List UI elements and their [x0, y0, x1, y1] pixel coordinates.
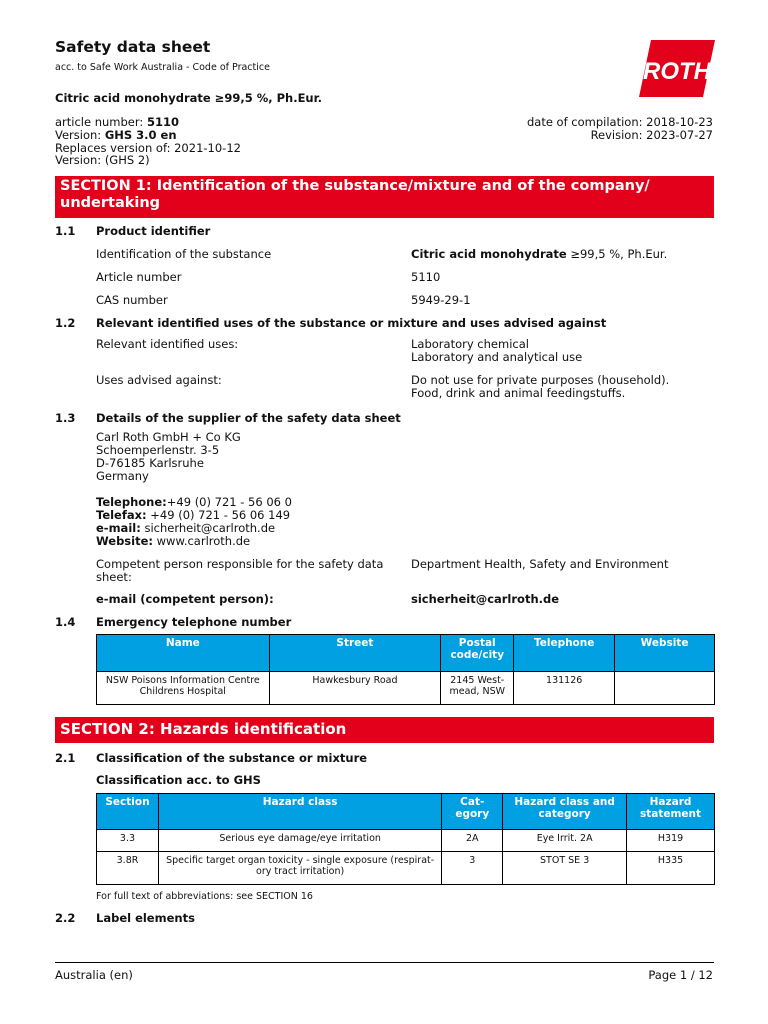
telefax-value: +49 (0) 721 - 56 06 149: [146, 508, 291, 522]
column-header: Telephone: [514, 635, 615, 672]
version-info: [55, 116, 241, 167]
product-name: Citric acid monohydrate ≥99,5 %, Ph.Eur.: [55, 91, 323, 105]
subsection-title: Relevant identified uses of the substance or mixture and uses advised against: [96, 316, 607, 330]
table-cell: Specific target organ toxicity - single exposure (respirat- ory tract irritation): [158, 852, 441, 885]
subsection-number: 1.4: [55, 615, 76, 629]
field-value: Citric acid monohydrate ≥99,5 %, Ph.Eur.: [411, 247, 668, 261]
replaces-line: Replaces version of: 2021-10-12: [55, 140, 241, 155]
logo-text: ROTH: [643, 58, 711, 85]
field-value: Do not use for private purposes (household). Food, drink and animal feedingstuffs.: [411, 373, 670, 400]
compilation-date: date of compilation: 2018-10-23: [526, 115, 713, 129]
field-value: Department Health, Safety and Environment: [411, 557, 669, 571]
subsection-title: Emergency telephone number: [96, 615, 292, 629]
version-line: Version: GHS 3.0 en: [55, 127, 177, 142]
field-label: CAS number: [96, 293, 168, 307]
column-header: Hazard statement: [627, 794, 715, 830]
table-cell: NSW Poisons Information Centre Childrens Hospital: [97, 672, 270, 705]
table-row: [97, 852, 715, 885]
subsection-number: 2.2: [55, 911, 76, 925]
subsection-number: 1.3: [55, 411, 76, 425]
section2-heading: SECTION 2: Hazards identification: [55, 717, 714, 743]
subsection-number: 2.1: [55, 751, 76, 765]
telephone-value: +49 (0) 721 - 56 06 0: [166, 495, 292, 509]
column-header: Website: [615, 635, 715, 672]
table-cell: STOT SE 3: [503, 852, 627, 885]
subsection-title: Details of the supplier of the safety data sheet: [96, 411, 401, 425]
page-number: Page 1 / 12: [648, 968, 713, 982]
column-header: Cat- egory: [442, 794, 503, 830]
field-label: Competent person responsible for the safety data sheet:: [96, 557, 384, 584]
article-number-line: article number: 5110: [55, 115, 179, 129]
column-header: Hazard class and category: [503, 794, 627, 830]
version-value: GHS 3.0 en: [104, 127, 177, 142]
competent-email-link[interactable]: sicherheit@carlroth.de: [411, 592, 560, 606]
field-label: Uses advised against:: [96, 373, 222, 387]
classification-title: Classification acc. to GHS: [96, 773, 261, 787]
table-cell: H319: [627, 830, 715, 852]
registered-mark: ®: [703, 41, 710, 49]
column-header: Postal code/city: [441, 635, 514, 672]
table-cell: Serious eye damage/eye irritation: [158, 830, 441, 852]
revision-date: Revision: 2023-07-27: [590, 127, 713, 142]
supplier-address: Carl Roth GmbH + Co KG Schoemperlenstr. 3-5 D-76185 Karlsruhe Germany: [96, 430, 241, 483]
field-label: Relevant identified uses:: [96, 337, 239, 351]
document-title: Safety data sheet: [55, 38, 211, 56]
table-cell: H335: [627, 852, 715, 885]
footer-divider: [55, 962, 714, 963]
table-cell: Eye Irrit. 2A: [503, 830, 627, 852]
table-header-row: [97, 635, 715, 672]
abbreviation-note: For full text of abbreviations: see SECTION 16: [96, 891, 313, 902]
subsection-number: 1.2: [55, 316, 76, 330]
table-row: [97, 830, 715, 852]
field-value: 5110: [411, 270, 441, 284]
field-label: e-mail (competent person):: [96, 592, 274, 606]
table-cell: 2145 West- mead, NSW: [441, 672, 514, 705]
email-link[interactable]: sicherheit@carlroth.de: [140, 521, 276, 535]
table-cell: 131126: [514, 672, 615, 705]
field-value: Laboratory chemical Laboratory and analytical use: [411, 337, 583, 364]
subsection-title: Label elements: [96, 911, 195, 925]
ghs-classification-table: [96, 793, 715, 885]
supplier-contact: Telephone:+49 (0) 721 - 56 06 0 Telefax: +49 (0) 721 - 56 06 149 e-mail: sicherheit@carlroth.de Website: www.carlroth.de: [96, 495, 292, 548]
column-header: Name: [97, 635, 270, 672]
version2-line: Version: (GHS 2): [55, 153, 150, 168]
subsection-title: Classification of the substance or mixture: [96, 751, 368, 765]
document-subtitle: acc. to Safe Work Australia - Code of Practice: [55, 62, 270, 73]
article-number: 5110: [146, 115, 179, 129]
subsection-title: Product identifier: [96, 224, 211, 238]
emergency-table: [96, 634, 715, 705]
table-cell: [615, 672, 715, 705]
field-label: Identification of the substance: [96, 247, 272, 261]
footer-locale: Australia (en): [55, 968, 133, 982]
subsection-number: 1.1: [55, 224, 76, 238]
table-row: [97, 672, 715, 705]
website-link[interactable]: www.carlroth.de: [153, 534, 251, 548]
date-info: [527, 116, 713, 142]
table-cell: 2A: [442, 830, 503, 852]
table-cell: 3: [442, 852, 503, 885]
column-header: Section: [97, 794, 159, 830]
column-header: Hazard class: [158, 794, 441, 830]
field-value: 5949-29-1: [411, 293, 471, 307]
table-cell: Hawkesbury Road: [269, 672, 441, 705]
table-cell: 3.8R: [97, 852, 159, 885]
table-header-row: [97, 794, 715, 830]
table-cell: 3.3: [97, 830, 159, 852]
column-header: Street: [269, 635, 441, 672]
section1-heading: SECTION 1: Identification of the substance/mixture and of the company/ undertaking: [55, 176, 714, 218]
field-label: Article number: [96, 270, 182, 284]
